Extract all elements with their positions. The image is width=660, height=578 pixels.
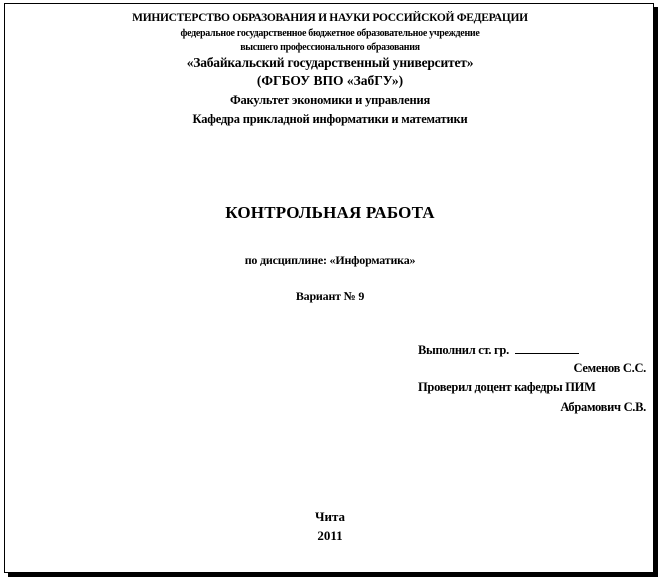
faculty-name: Факультет экономики и управления bbox=[229, 93, 431, 107]
teacher-name: Абрамович С.В. bbox=[560, 400, 646, 414]
year: 2011 bbox=[317, 528, 343, 543]
department-name: Кафедра прикладной информатики и математики bbox=[192, 112, 468, 126]
education-level: высшего профессионального образования bbox=[240, 42, 420, 53]
ministry-heading: МИНИСТЕРСТВО ОБРАЗОВАНИЯ И НАУКИ РОССИЙСКОЙ ФЕДЕРАЦИИ bbox=[132, 12, 528, 24]
university-abbreviation: (ФГБОУ ВПО «ЗабГУ») bbox=[256, 73, 404, 88]
group-blank bbox=[515, 343, 579, 354]
student-name: Семенов С.С. bbox=[573, 361, 646, 375]
performed-by-line bbox=[418, 343, 579, 358]
work-title: КОНТРОЛЬНАЯ РАБОТА bbox=[225, 203, 435, 222]
variant-number: Вариант № 9 bbox=[295, 289, 365, 303]
checked-by-label: Проверил доцент кафедры ПИМ bbox=[418, 380, 596, 394]
city: Чита bbox=[314, 509, 346, 524]
institution-type: федеральное государственное бюджетное образовательное учреждение bbox=[180, 28, 480, 39]
performed-by-label: Выполнил ст. гр. bbox=[418, 343, 512, 357]
discipline: по дисциплине: «Информатика» bbox=[244, 253, 416, 267]
university-name: «Забайкальский государственный университет» bbox=[186, 55, 474, 70]
